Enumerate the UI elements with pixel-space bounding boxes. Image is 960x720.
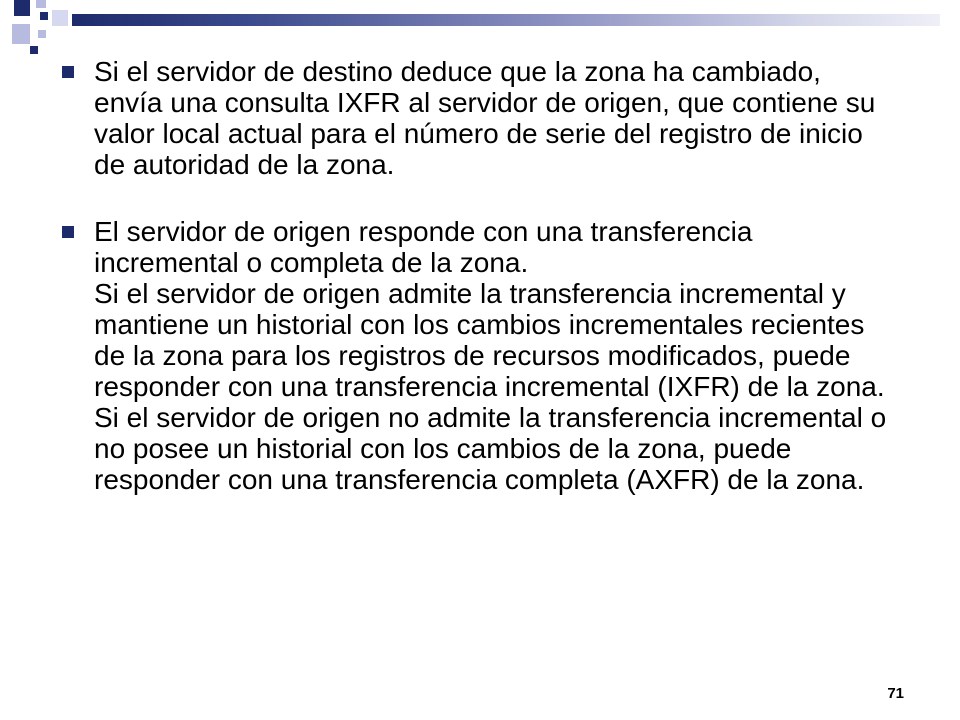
bullet-text: El servidor de origen responde con una transferencia incremental o completa de la zona. [94, 216, 753, 278]
decorative-square [36, 0, 46, 8]
slide-content [62, 56, 892, 531]
decorative-square [38, 30, 46, 38]
decorative-square [30, 46, 38, 54]
page-number: 71 [887, 685, 904, 702]
header-gradient-bar [72, 14, 940, 26]
bullet-text: Si el servidor de destino deduce que la zona ha cambiado, envía una consulta IXFR al servidor de origen, que contiene su valor local actual para el número de serie del registro de inicio de autoridad de la zona. [94, 56, 876, 180]
decorative-square [40, 12, 48, 20]
decorative-square [14, 0, 30, 16]
square-bullet-icon [62, 226, 74, 238]
decorative-square [12, 24, 30, 44]
bullet-text: Si el servidor de origen admite la transferencia incremental y mantiene un historial con los cambios incrementales recientes de la zona para los registros de recursos modificados, puede responder con una transferencia incremental (IXFR) de la zona. [94, 278, 885, 402]
bullet-item [62, 56, 892, 180]
bullet-text: Si el servidor de origen no admite la transferencia incremental o no posee un historial con los cambios de la zona, puede responder con una transferencia completa (AXFR) de la zona. [94, 402, 887, 495]
square-bullet-icon [62, 66, 74, 78]
bullet-item [62, 216, 892, 495]
decorative-square [52, 10, 68, 26]
